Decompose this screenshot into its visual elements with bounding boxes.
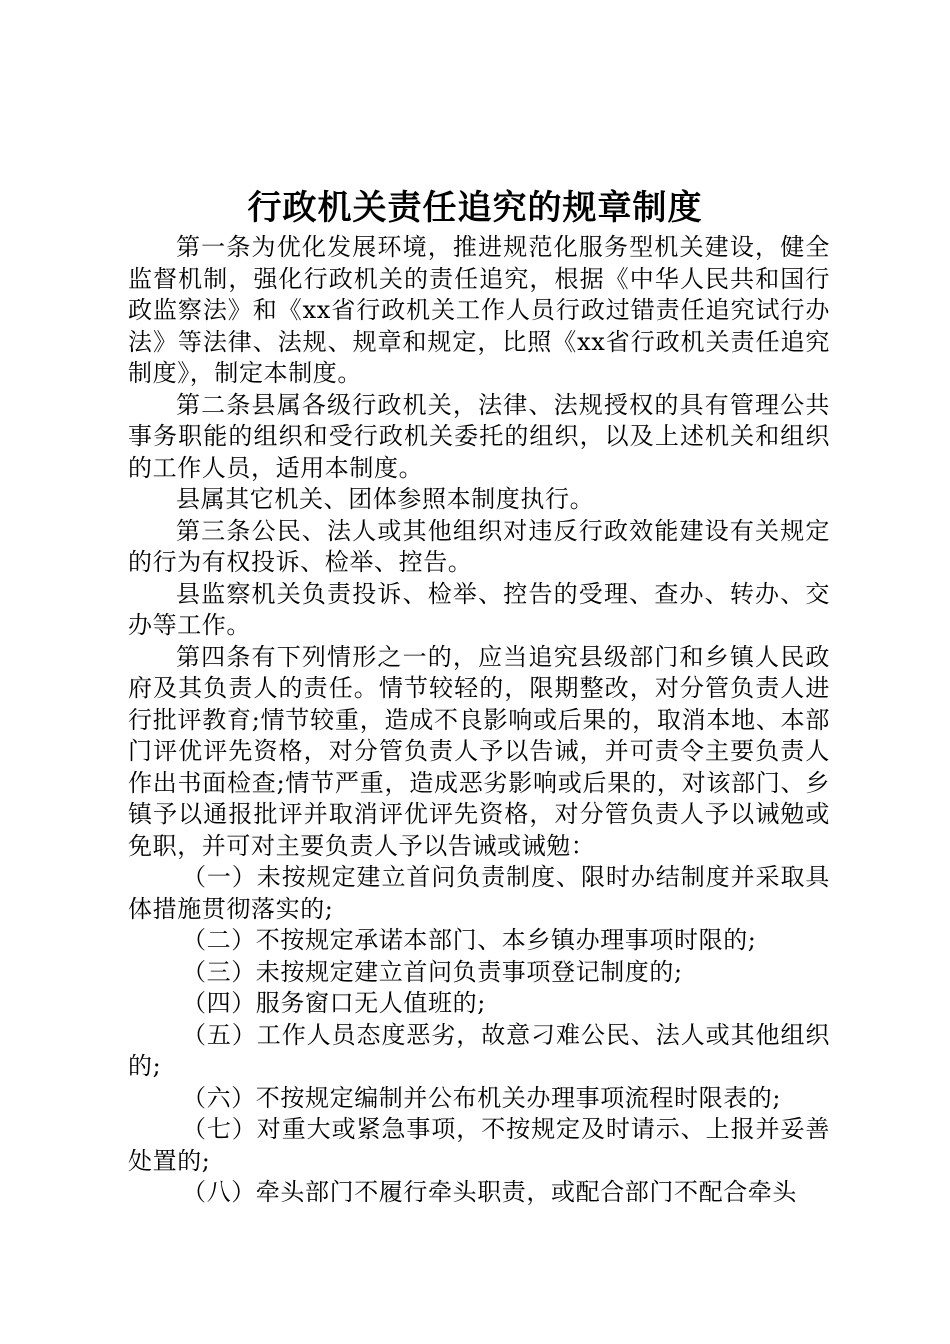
paragraph-article-3-note: 县监察机关负责投诉、检举、控告的受理、查办、转办、交办等工作。 <box>128 579 830 639</box>
paragraph-article-4: 第四条有下列情形之一的，应当追究县级部门和乡镇人民政府及其负责人的责任。情节较轻的，限期整改，对分管负责人进行批评教育;情节较重，造成不良影响或后果的，取消本地、本部门评优评先资格，对分管负责人予以告诫，并可责令主要负责人作出书面检查;情节严重，造成恶劣影响或后果的，对该部门、乡镇予以通报批评并取消评优评先资格，对分管负责人予以诫勉或免职，并可对主要负责人予以告诫或诫勉： <box>128 642 830 860</box>
document-title: 行政机关责任追究的规章制度 <box>247 188 703 228</box>
list-item-6: （六）不按规定编制并公布机关办理事项流程时限表的; <box>182 1083 782 1112</box>
list-item-4: （四）服务窗口无人值班的; <box>182 989 486 1017</box>
list-item-1: （一）未按规定建立首问负责制度、限时办结制度并采取具体措施贯彻落实的; <box>128 863 830 923</box>
paragraph-article-3: 第三条公民、法人或其他组织对违反行政效能建设有关规定的行为有权投诉、检举、控告。 <box>128 516 830 576</box>
list-item-2: （二）不按规定承诺本部门、本乡镇办理事项时限的; <box>182 926 757 954</box>
paragraph-article-2: 第二条县属各级行政机关，法律、法规授权的具有管理公共事务职能的组织和受行政机关委托的组织，以及上述机关和组织的工作人员，适用本制度。 <box>128 390 830 482</box>
list-item-5: （五）工作人员态度恶劣，故意刁难公民、法人或其他组织的; <box>128 1020 830 1080</box>
paragraph-article-2-note: 县属其它机关、团体参照本制度执行。 <box>176 485 595 513</box>
paragraph-article-1: 第一条为优化发展环境，推进规范化服务型机关建设，健全监督机制，强化行政机关的责任追究，根据《中华人民共和国行政监察法》和《xx省行政机关工作人员行政过错责任追究试行办法》等法律、法规、规章和规定，比照《xx省行政机关责任追究制度》，制定本制度。 <box>128 233 830 387</box>
list-item-8: （八）牵头部门不履行牵头职责，或配合部门不配合牵头 <box>182 1178 797 1206</box>
document-body <box>128 232 830 1209</box>
list-item-7: （七）对重大或紧急事项，不按规定及时请示、上报并妥善处置的; <box>128 1115 830 1175</box>
list-item-3: （三）未按规定建立首问负责事项登记制度的; <box>182 957 683 986</box>
